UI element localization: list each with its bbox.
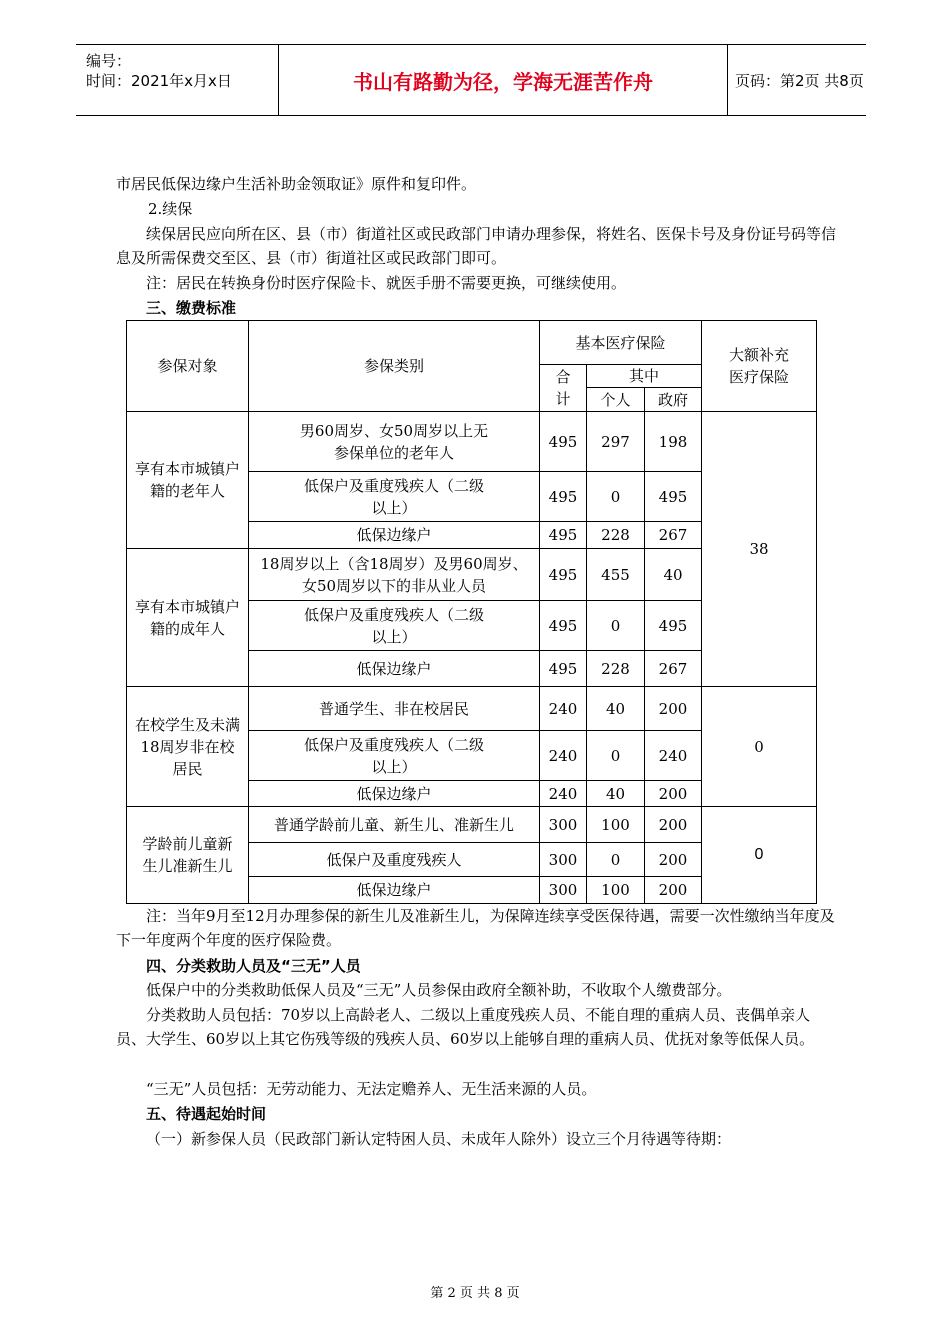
total-cell: 495 — [540, 601, 587, 651]
header-supplement: 大额补充医疗保险 — [702, 321, 817, 412]
personal-cell: 100 — [587, 877, 645, 904]
section-heading: 五、待遇起始时间 — [146, 1105, 267, 1123]
section-heading: 四、分类救助人员及“三无”人员 — [146, 957, 361, 975]
total-cell: 300 — [540, 877, 587, 904]
government-cell: 200 — [645, 877, 702, 904]
page-header — [76, 44, 866, 116]
government-cell: 40 — [645, 549, 702, 601]
personal-cell: 0 — [587, 731, 645, 781]
personal-cell: 0 — [587, 843, 645, 877]
category-cell: 低保户及重度残疾人（二级以上） — [249, 731, 540, 781]
category-cell: 低保边缘户 — [249, 651, 540, 687]
paragraph: 续保居民应向所在区、县（市）街道社区或民政部门申请办理参保，将姓名、医保卡号及身份证号码等信息及所需保费交至区、县（市）街道社区或民政部门即可。 — [116, 225, 837, 267]
total-cell: 240 — [540, 731, 587, 781]
category-cell: 18周岁以上（含18周岁）及男60周岁、女50周岁以下的非从业人员 — [249, 549, 540, 601]
government-cell: 198 — [645, 412, 702, 472]
government-cell: 200 — [645, 807, 702, 843]
government-cell: 495 — [645, 472, 702, 522]
personal-cell: 455 — [587, 549, 645, 601]
header-total: 合计 — [540, 365, 587, 412]
table-row — [127, 807, 817, 843]
paragraph: 低保户中的分类救助低保人员及“三无”人员参保由政府全额补助，不收取个人缴费部分。 — [146, 981, 732, 999]
header-target: 参保对象 — [127, 321, 249, 412]
government-cell: 267 — [645, 522, 702, 549]
document-time-label: 时间：2021年x月x日 — [86, 72, 232, 90]
header-of-which: 其中 — [587, 365, 702, 388]
supplement-cell: 0 — [702, 807, 817, 904]
section-subheading: 2.续保 — [148, 200, 193, 218]
page-footer: 第 2 页 共 8 页 — [430, 1286, 520, 1301]
category-cell: 男60周岁、女50周岁以上无参保单位的老年人 — [249, 412, 540, 472]
header-motto-cell — [278, 45, 728, 115]
header-category: 参保类别 — [249, 321, 540, 412]
category-cell: 普通学龄前儿童、新生儿、准新生儿 — [249, 807, 540, 843]
government-cell: 495 — [645, 601, 702, 651]
category-cell: 低保边缘户 — [249, 781, 540, 807]
header-basic-insurance: 基本医疗保险 — [540, 321, 702, 365]
header-government: 政府 — [645, 388, 702, 412]
category-cell: 低保户及重度残疾人 — [249, 843, 540, 877]
category-cell: 低保户及重度残疾人（二级以上） — [249, 601, 540, 651]
paragraph: “三无”人员包括：无劳动能力、无法定赡养人、无生活来源的人员。 — [146, 1080, 597, 1098]
total-cell: 240 — [540, 687, 587, 731]
table-row — [127, 412, 817, 472]
target-cell: 学龄前儿童新生儿准新生儿 — [127, 807, 249, 904]
header-motto: 书山有路勤为径，学海无涯苦作舟 — [353, 69, 653, 94]
premium-table — [126, 320, 817, 904]
personal-cell: 40 — [587, 687, 645, 731]
total-cell: 300 — [540, 843, 587, 877]
target-cell: 在校学生及未满18周岁非在校居民 — [127, 687, 249, 807]
total-cell: 495 — [540, 651, 587, 687]
document-number-label: 编号： — [86, 52, 132, 70]
category-cell: 低保边缘户 — [249, 877, 540, 904]
target-cell: 享有本市城镇户籍的老年人 — [127, 412, 249, 549]
total-cell: 495 — [540, 472, 587, 522]
header-page-label: 页码：第2页 共8页 — [735, 71, 864, 90]
paragraph: 分类救助人员包括：70岁以上高龄老人、二级以上重度残疾人员、不能自理的重病人员、丧偶单亲人员、大学生、60岁以上其它伤残等级的残疾人员、60岁以上能够自理的重病人员、优抚对象等低保人员。 — [116, 1006, 815, 1048]
total-cell: 300 — [540, 807, 587, 843]
personal-cell: 0 — [587, 601, 645, 651]
table-note: 注：当年9月至12月办理参保的新生儿及准新生儿，为保障连续享受医保待遇，需要一次性缴纳当年度及下一年度两个年度的医疗保险费。 — [116, 907, 835, 949]
paragraph: （一）新参保人员（民政部门新认定特困人员、未成年人除外）设立三个月待遇等待期： — [146, 1130, 732, 1148]
personal-cell: 0 — [587, 472, 645, 522]
personal-cell: 228 — [587, 522, 645, 549]
paragraph: 市居民低保边缘户生活补助金领取证》原件和复印件。 — [116, 175, 477, 193]
government-cell: 200 — [645, 687, 702, 731]
total-cell: 495 — [540, 412, 587, 472]
personal-cell: 100 — [587, 807, 645, 843]
government-cell: 267 — [645, 651, 702, 687]
total-cell: 495 — [540, 549, 587, 601]
government-cell: 200 — [645, 781, 702, 807]
government-cell: 240 — [645, 731, 702, 781]
header-meta — [76, 45, 278, 121]
category-cell: 低保户及重度残疾人（二级以上） — [249, 472, 540, 522]
total-cell: 240 — [540, 781, 587, 807]
target-cell: 享有本市城镇户籍的成年人 — [127, 549, 249, 687]
table-row — [127, 687, 817, 731]
personal-cell: 297 — [587, 412, 645, 472]
category-cell: 低保边缘户 — [249, 522, 540, 549]
category-cell: 普通学生、非在校居民 — [249, 687, 540, 731]
personal-cell: 40 — [587, 781, 645, 807]
personal-cell: 228 — [587, 651, 645, 687]
supplement-cell: 0 — [702, 687, 817, 807]
total-cell: 495 — [540, 522, 587, 549]
header-personal: 个人 — [587, 388, 645, 412]
paragraph: 注：居民在转换身份时医疗保险卡、就医手册不需要更换，可继续使用。 — [146, 274, 627, 292]
government-cell: 200 — [645, 843, 702, 877]
supplement-cell: 38 — [702, 412, 817, 687]
section-heading: 三、缴费标准 — [146, 299, 237, 317]
